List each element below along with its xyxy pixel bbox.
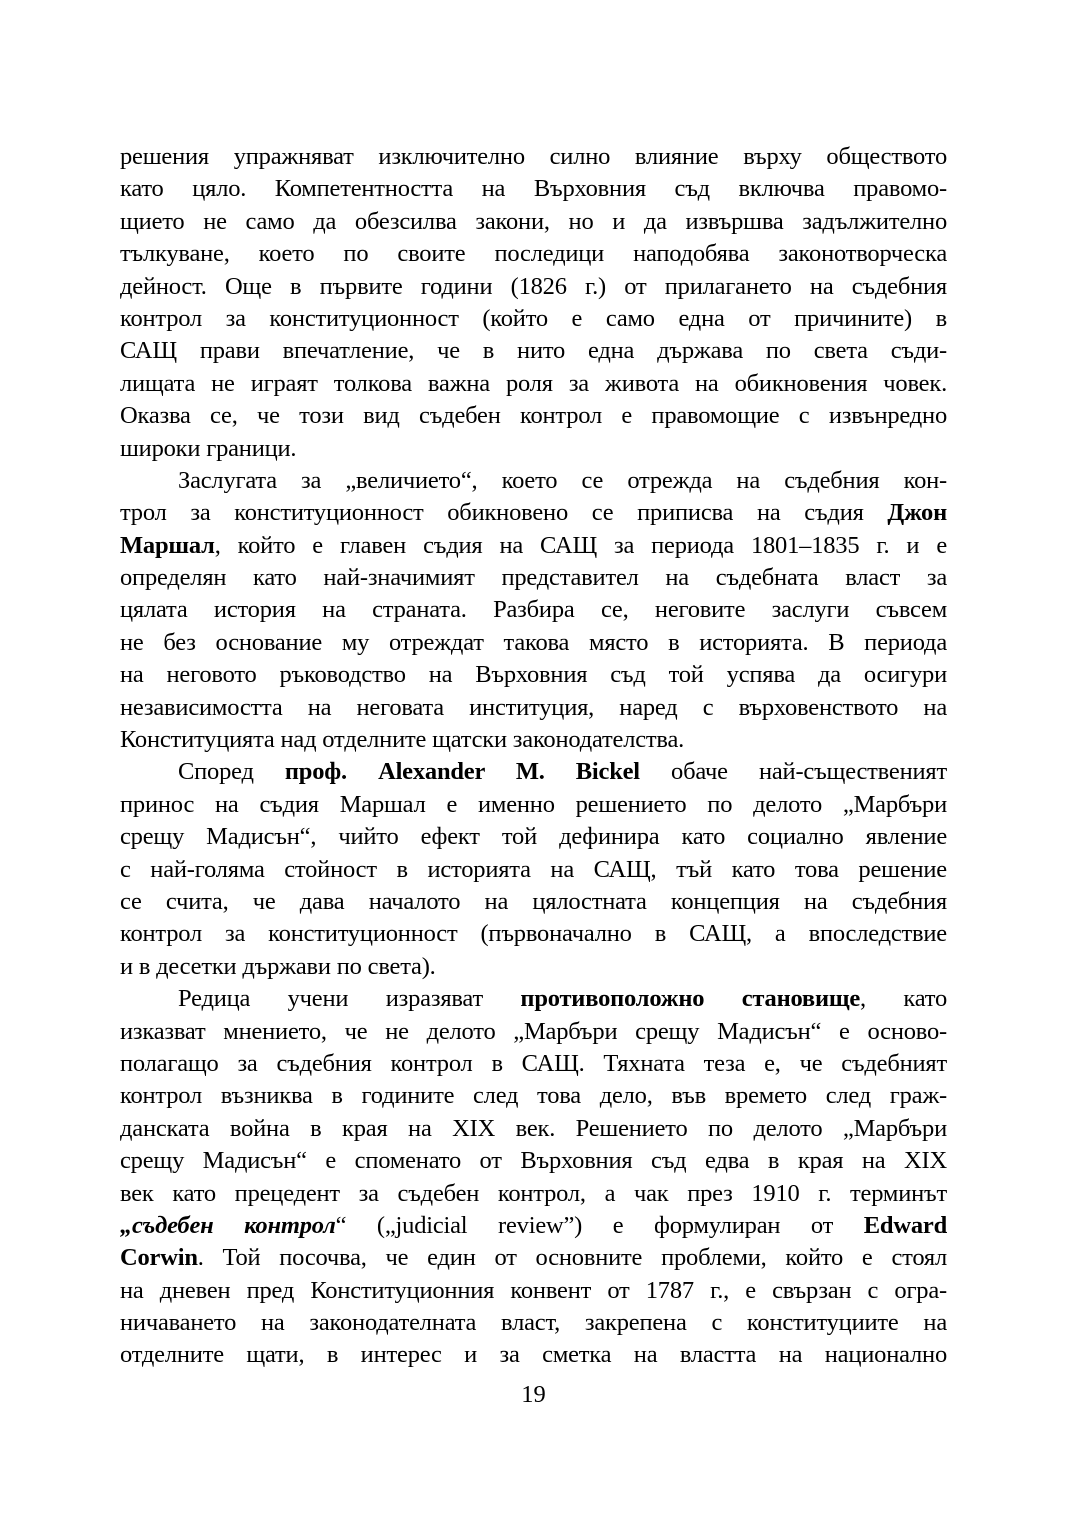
- text-segment: . Той посочва, че един от основните проблеми, който е стоял: [197, 1244, 947, 1272]
- text-line: [120, 692, 947, 724]
- text-segment: принос на съдия Маршал е именно решението по делото „Марбъри: [120, 790, 947, 818]
- text-line: [120, 1339, 947, 1371]
- text-line: [120, 659, 947, 691]
- text-line: [120, 303, 947, 335]
- text-line: [120, 789, 947, 821]
- text-line: [120, 1242, 947, 1274]
- text-segment: изказват мнението, че не делото „Марбъри срещу Мадисън“ е осново-: [120, 1017, 947, 1045]
- text-segment: Оказва се, че този вид съдебен контрол е правомощие с извънредно: [120, 402, 947, 430]
- text-segment: независимостта на неговата институция, наред с върховенството на: [120, 693, 947, 721]
- text-line: [120, 206, 947, 238]
- page-number: 19: [521, 1380, 546, 1408]
- text-segment: данската война в края на XIX век. Решението по делото „Марбъри: [120, 1114, 947, 1142]
- text-segment: широки граници.: [120, 434, 297, 462]
- text-line: [120, 141, 947, 173]
- text-segment: контрол възниква в годините след това дело, във времето след граж-: [120, 1082, 947, 1110]
- text-segment: полагащо за съдебния контрол в САЩ. Тяхната теза е, че съдебният: [120, 1049, 947, 1077]
- text-segment: срещу Мадисън“ е споменато от Върховния съд едва в края на XIX: [120, 1147, 947, 1175]
- text-line: [120, 173, 947, 205]
- text-segment: контрол за конституционност (първоначално в САЩ, а впоследствие: [120, 920, 947, 948]
- text-line: [120, 1178, 947, 1210]
- text-segment: Редица учени изразяват: [178, 985, 521, 1013]
- text-segment: проф. Alexander M. Bickel: [284, 758, 640, 786]
- text-line: [120, 854, 947, 886]
- text-segment: отделните щати, в интерес и за сметка на властта на национално: [120, 1341, 947, 1369]
- text-segment: на неговото ръководство на Върховния съд той успява да осигури: [120, 661, 947, 689]
- text-segment: дейност. Още в първите години (1826 г.) от прилагането на съдебния: [120, 272, 947, 300]
- text-line: [120, 1145, 947, 1177]
- text-segment: и в десетки държави по света).: [120, 952, 436, 980]
- text-segment: САЩ прави впечатление, че в нито една държава по света съди-: [120, 337, 947, 365]
- text-line: [120, 400, 947, 432]
- text-line: [120, 1016, 947, 1048]
- text-segment: противоположно становище: [520, 985, 861, 1013]
- text-segment: с най-голяма стойност в историята на САЩ, тъй като това решение: [120, 855, 947, 883]
- text-segment: щието не само да обезсилва закони, но и да извършва задължително: [120, 207, 947, 235]
- text-segment: като цяло. Компетентността на Върховния съд включва правомо-: [120, 175, 947, 203]
- text-line: [120, 1048, 947, 1080]
- text-line: [120, 433, 947, 465]
- text-line: [120, 465, 947, 497]
- text-segment: Джон: [887, 499, 947, 527]
- text-line: [120, 1210, 947, 1242]
- text-segment: Edward: [863, 1211, 947, 1239]
- text-line: [120, 821, 947, 853]
- text-line: [120, 1275, 947, 1307]
- text-line: [120, 951, 947, 983]
- text-segment: обаче най-същественият: [639, 758, 947, 786]
- text-line: [120, 918, 947, 950]
- text-segment: ничаването на законодателната власт, закрепена с конституциите на: [120, 1309, 947, 1337]
- text-segment: лищата не играят толкова важна роля за живота на обикновения човек.: [120, 369, 947, 397]
- paragraph: [120, 983, 947, 1372]
- text-segment: на дневен пред Конституционния конвент от 1787 г., е свързан с огра-: [120, 1276, 947, 1304]
- text-line: [120, 497, 947, 529]
- text-line: [120, 530, 947, 562]
- text-segment: Маршал: [120, 531, 215, 559]
- text-line: [120, 627, 947, 659]
- text-line: [120, 238, 947, 270]
- text-line: [120, 756, 947, 788]
- text-segment: контрол за конституционност (който е само една от причините) в: [120, 304, 947, 332]
- text-segment: решения упражняват изключително силно влияние върху обществото: [120, 143, 947, 170]
- text-line: [120, 335, 947, 367]
- text-segment: Заслугата за „величието“, което се отрежда на съдебния кон-: [178, 466, 947, 494]
- paragraph: [120, 141, 947, 465]
- text-segment: „съдебен контрол: [120, 1211, 336, 1239]
- text-segment: се счита, че дава началото на цялостната концепция на съдебния: [120, 887, 947, 915]
- paragraph: [120, 756, 947, 983]
- text-line: [120, 724, 947, 756]
- text-segment: Според: [178, 758, 285, 786]
- text-segment: срещу Мадисън“, чийто ефект той дефинира като социално явление: [120, 823, 947, 851]
- text-line: [120, 1113, 947, 1145]
- text-segment: определян като най-значимият представител на съдебната власт за: [120, 564, 947, 592]
- text-line: [120, 983, 947, 1015]
- text-line: [120, 594, 947, 626]
- text-segment: , който е главен съдия на САЩ за периода 1801–1835 г. и е: [214, 531, 947, 559]
- text-segment: век като прецедент за съдебен контрол, а чак през 1910 г. терминът: [120, 1179, 947, 1207]
- text-segment: тълкуване, което по своите последици наподобява законотворческа: [120, 240, 947, 268]
- text-line: [120, 1080, 947, 1112]
- text-segment: трол за конституционност обикновено се приписва на съдия: [120, 499, 888, 527]
- text-segment: цялата история на страната. Разбира се, неговите заслуги съвсем: [120, 596, 947, 624]
- text-line: [120, 562, 947, 594]
- page-text: [120, 141, 947, 1372]
- text-line: [120, 886, 947, 918]
- text-segment: Corwin: [120, 1244, 198, 1272]
- text-segment: “ („judicial review”) е формулиран от: [335, 1211, 864, 1239]
- text-line: [120, 271, 947, 303]
- text-line: [120, 368, 947, 400]
- paragraph: [120, 465, 947, 757]
- text-segment: не без основание му отреждат такова място в историята. В периода: [120, 628, 947, 656]
- text-line: [120, 1307, 947, 1339]
- text-segment: , като: [860, 985, 947, 1013]
- text-segment: Конституцията над отделните щатски законодателства.: [120, 726, 685, 754]
